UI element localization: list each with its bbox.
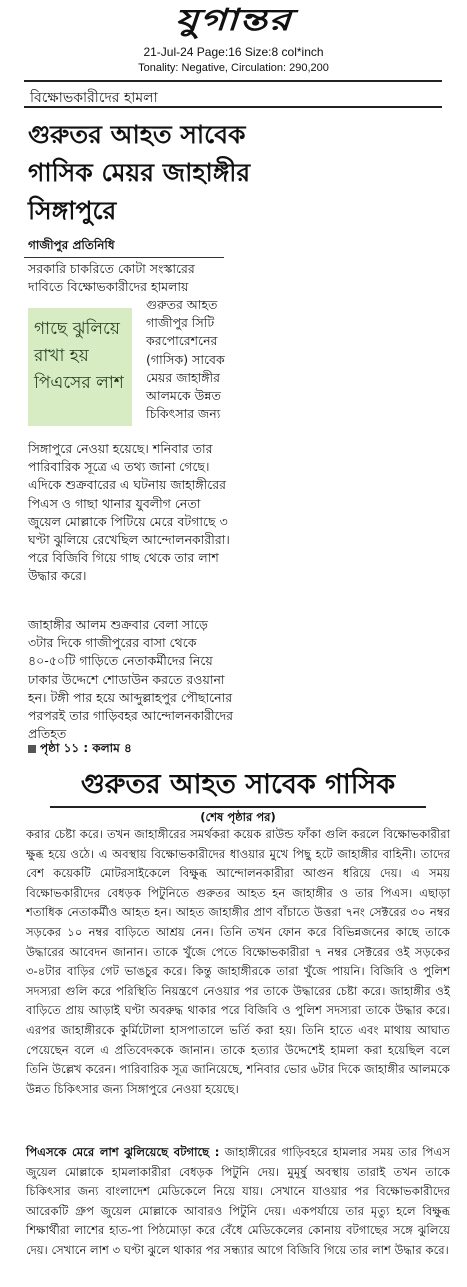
article-body-paragraph: সরকারি চাকরিতে কোটা সংস্কারের দাবিতে বিক্ষোভকারীদের হামলায় [28,261,195,295]
kicker-rule [24,106,442,108]
article-byline: গাজীপুর প্রতিনিধি [28,238,115,252]
pull-quote: গাছে ঝুলিয়ে রাখা হয় পিএসের লাশ [28,308,132,426]
byline-rule [24,257,224,258]
top-rule [24,80,442,82]
article-headline: গুরুতর আহত সাবেক গাসিক মেয়র জাহাঙ্গীর সিঙ্গাপুরে [28,120,251,225]
section-lead-in: পিএসকে মেরে লাশ ঝুলিয়েছে বটগাছে : [26,1145,220,1159]
continuation-headline: গুরুতর আহত সাবেক গাসিক [80,769,396,800]
article-body-paragraph: জাহাঙ্গীর আলম শুক্রবার বেলা সাড়ে ৩টার দিকে গাজীপুরের বাসা থেকে ৪০-৫০টি গাড়িতে নেতাকর্মীদের নিয়ে ঢাকার উদ্দেশে শোডাউন করতে রওয়ানা হন। টঙ্গী পার হয়ে আব্দুল্লাহপুর পৌছানোর পরপরই তার গাড়িবহর আন্দোলনকারীদের প্রতিহত [28,617,234,742]
newspaper-masthead [0,0,467,44]
continuation-body: করার চেষ্টা করে। তখন জাহাঙ্গীরের সমর্থকরা কয়েক রাউন্ড ফাঁকা গুলি করলে বিক্ষোভকারীরা ক্ষুব্ধ হয়ে ওঠে। এ অবস্থায় বিক্ষোভকারীদের ধাওয়ার মুখে পিছু হটে জাহাঙ্গীর বাহিনী। তাদের বেশ কয়েকটি মোটরসাইকেলে বিক্ষুব্ধ আন্দোলনকারীরা আগুন ধরিয়ে দেয়। এ সময় বিক্ষোভকারীদের বেধড়ক পিটুনিতে গুরুতর আহত হন জাহাঙ্গীর ও তার পিএস। এছাড়া শতাধিক নেতাকর্মীও আহত হন। আহত জাহাঙ্গীর প্রাণ বাঁচাতে উত্তরা ৭নং সেক্টরের ৩০ নম্বর সড়কের ১০ নম্বর বাড়িতে আশ্রয় নেন। তিনি তখন ফোন করে বিভিন্নজনের কাছে তাকে উদ্ধারের আবেদন জানান। তাকে খুঁজে পেতে বিক্ষোভকারীরা ৭ নম্বর সেক্টরের ওই সড়কের ৩-৪টার বাড়ির গেট ভাঙচুর করে। কিন্তু জাহাঙ্গীরকে তারা খুঁজে পায়নি। বিজিবি ও পুলিশ সদস্যরা গুলি করে পরিস্থিতি নিয়ন্ত্রণে নেওয়ার পর তাকে উদ্ধারের চেষ্টা করে। জাহাঙ্গীর ওই বাড়িতে প্রায় আড়াই ঘণ্টা অবরুদ্ধ থাকার পরে বিজিবি ও পুলিশ সদস্যরা তাকে উদ্ধার করে। এরপর জাহাঙ্গীরকে কুর্মিটোলা হাসপাতালে ভর্তি করা হয়। তিনি হাতে এবং মাথায় আঘাত পেয়েছেন বলে এ প্রতিবেদককে জানান। তাকে হত্যার উদ্দেশেই হামলা করা হয়েছিল বলে তিনি উল্লেখ করেন। পারিবারিক সূত্র জানিয়েছে, শনিবার ভোর ৬টার দিকে জাহাঙ্গীর আলমকে উন্নত চিকিৎসার জন্য সিঙ্গাপুরে নেওয়া হয়েছে। [26,827,450,1096]
continuation-rule [50,806,426,808]
clip-meta-date-page: 21-Jul-24 Page:16 Size:8 col*inch [143,45,324,59]
continuation-subhead: (শেষ পৃষ্ঠার পর) [200,810,276,824]
article-body-paragraph: সিঙ্গাপুরে নেওয়া হয়েছে। শনিবার তার পারিবারিক সূত্রে এ তথ্য জানা গেছে। এদিকে শুক্রবারের এ ঘটনায় জাহাঙ্গীরের পিএস ও গাছা থানার যুবলীগ নেতা জুয়েল মোল্লাকে পিটিয়ে মেরে বটগাছে ৩ ঘণ্টা ঝুলিয়ে রেখেছিল আন্দোলনকারীরা। পরে বিজিবি গিয়ে গাছ থেকে তার লাশ উদ্ধার করে। [28,441,230,584]
newspaper-logo: যুগান্তর [174,3,293,38]
continued-page-reference [28,740,132,760]
square-bullet-icon [28,745,36,753]
article-kicker: বিক্ষোভকারীদের হামলা [30,90,158,106]
continuation-body-section [26,1143,450,1261]
article-clipping [24,80,442,760]
continuation-clipping [22,765,454,1265]
section-body: জাহাঙ্গীরের গাড়িবহরে হামলার সময় তার পিএস জুয়েল মোল্লাকে হামলাকারীরা বেধড়ক পিটুনি দেয়। মুমূর্ষু অবস্থায় তারাই তখন তাকে চিকিৎসার জন্য বাংলাদেশ মেডিকেলে নিয়ে যায়। সেখানে যাওয়ার পর বিক্ষোভকারীদের আরেকটি গ্রুপ জুয়েল মোল্লাকে আবারও পিটুনি দেয়। একপর্যায়ে তার মৃত্যু হলে বিক্ষুব্ধ শিক্ষার্থীরা লাশের হাত-পা পিঠমোড়া করে বেঁধে মেডিকেলের কোনায় বটগাছের সঙ্গে ঝুলিয়ে দেয়। সেখানে লাশ ৩ ঘণ্টা ঝুলে থাকার পর সন্ধ্যার আগে বিজিবি গিয়ে তার লাশ উদ্ধার করে। [26,1145,451,1257]
article-body-paragraph: গুরুতর আহত গাজীপুর সিটি করপোরেশনের (গাসিক) সাবেক মেয়র জাহাঙ্গীর আলমকে উন্নত চিকিৎসার জন্য [146,297,225,422]
clip-meta-tonality: Tonality: Negative, Circulation: 290,200 [138,62,329,74]
page-ref-text: পৃষ্ঠা ১১ : কলাম ৪ [40,741,132,755]
